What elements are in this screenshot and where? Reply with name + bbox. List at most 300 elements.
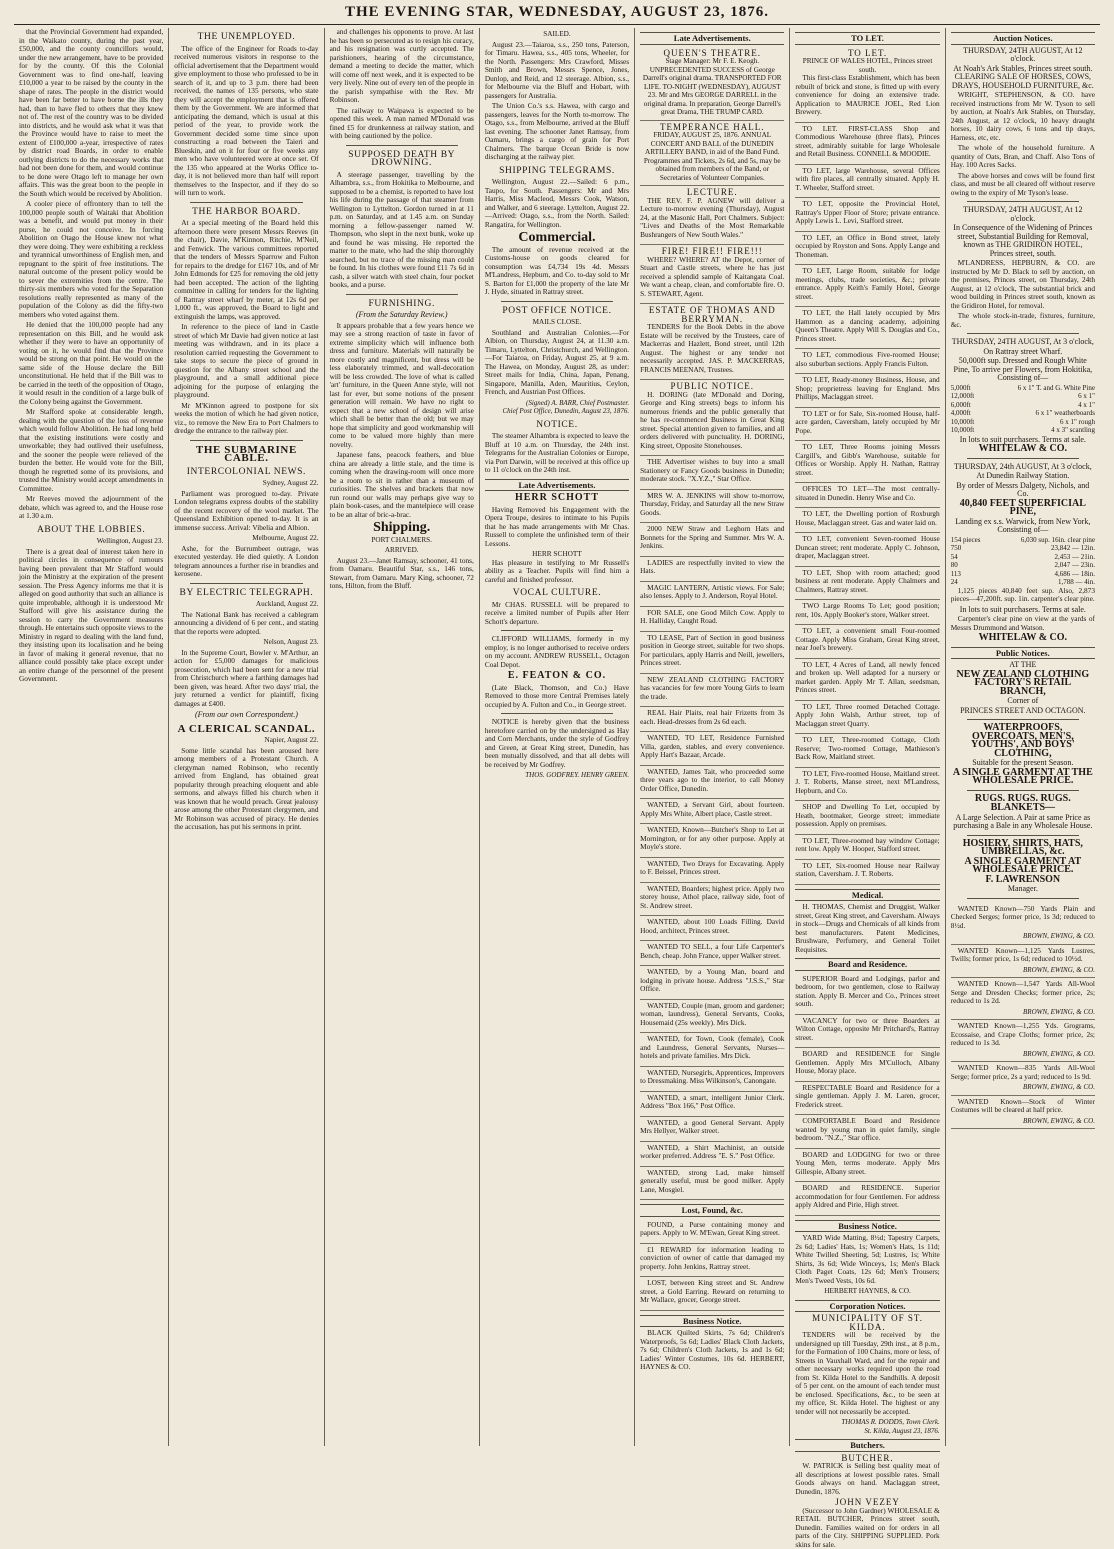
section-auction: Auction Notices.: [951, 32, 1095, 45]
timber-row-size: 6 x 1" rough: [1060, 418, 1095, 427]
ad-title-vocal: VOCAL CULTURE.: [485, 589, 629, 598]
pine-row: [951, 561, 1095, 570]
ad-text: The above horses and cows will be found first class, and must be all cleared off without reserve owing to the expiry of Mr Tyson's lease.: [951, 172, 1095, 198]
ad-block: [640, 121, 784, 187]
dateline: Melbourne, August 22.: [174, 534, 318, 543]
section-board-residence: Board and Residence.: [795, 958, 939, 971]
ad-text: TO LET, Five-roomed House, Maitland street. J. T. Roberts, Manse street, next M'Landress, Hepburn, and Co.: [795, 770, 939, 796]
ad-text: Having Removed his Engagement with the Opera Troupe, desires to intimate to his Pupils that he has made arrangements with Mr Chas. Russell to complete the unfinished term of their Lessons.: [485, 506, 629, 549]
ad-text: TO LET, Three roomed Detached Cottage. Apply John Walsh, Arthur street, top of Maclaggan street Quarry.: [795, 703, 939, 729]
ad-text: TO LET, a convenient small Four-roomed Cottage. Apply Miss Graham, Great King street, near Joel's brewery.: [795, 627, 939, 653]
ad-text: TO LET or for Sale, Six-roomed House, half-acre garden, Caversham, lately occupied by Mr Pope.: [795, 410, 939, 436]
column-4: [479, 28, 634, 1446]
ad-text: NEW ZEALAND CLOTHING FACTORY has vacancies for few more Young Girls to learn the trade.: [640, 676, 784, 702]
auction-date: THURSDAY, 24th AUGUST, At 3 o'clock,: [951, 463, 1095, 472]
ad-text: TO LET, Ready-money Business, House, and Shop; proprietress leaving for England. Mrs Phillips, Maclaggan street.: [795, 376, 939, 402]
ad-text: WANTED, a Servant Girl, about fourteen. Apply Mrs White, Albert place, Castle street.: [640, 801, 784, 818]
ad-text: WANTED, Nursegirls, Apprentices, Improvers to Dressmaking. Miss Wilkinson's, Canongate.: [640, 1069, 784, 1086]
article-text: Wellington, August 22.—Sailed: 6 p.m., Taupo, for South. Passengers: Mr and Mrs Harris, Miss Macleod, Messrs Cook, Watson, and Walker, and 6 steerage. Lyttelton, August 22.—Arrived: Otago, s.s., from the North. Sailed: Rangatira, for Wellington.: [485, 178, 629, 229]
ad-block: [640, 1092, 784, 1117]
auction-date: THURSDAY, 24TH AUGUST, At 12 o'clock.: [951, 206, 1095, 223]
pine-row-qty: 24: [951, 578, 958, 587]
ad-text: MRS W. A. JENKINS will show to-morrow, Thursday, Friday, and Saturday all the new Straw Goods.: [640, 492, 784, 518]
ad-text: TENDERS will be received by the undersigned up till Tuesday, 29th inst., at 8 p.m., for the Formation of 100 Chains, more or less, of Streets in Vauxhall Ward, and for the repair and other necessary works required upon the road from St. Kilda Hotel to the Sandhills. A deposit of 5 per cent. on the amount of each tender must be enclosed. Specifications, &c., to be seen at my office, St. Kilda Hotel. The highest or any tender will not necessarily be accepted.: [795, 1331, 939, 1416]
ad-text: TO LET, commodious Five-roomed House; also suburban sections. Apply Francis Fulton.: [795, 351, 939, 368]
timber-row-qty: 4,000ft: [951, 409, 971, 418]
article-text: The National Bank has received a cablegram announcing a dividend of 6 per cent., and stating that the reports were adopted.: [174, 611, 318, 637]
section-business-notice: Business Notice.: [795, 1220, 939, 1233]
ad-line: BLANKETS—: [951, 804, 1095, 813]
article-text: Ashe, for the Burrumbeet outrage, was executed yesterday. He died quietly. A London telegram announces a further rise in brandies and kerosene.: [174, 545, 318, 579]
ad-block: [795, 307, 939, 349]
ad-text: LADIES are respectfully invited to view the Hats.: [640, 559, 784, 576]
headline-post-office: POST OFFICE NOTICE.: [485, 307, 629, 316]
ad-signature: BROWN, EWING, & CO.: [951, 1008, 1095, 1017]
ad-text: WRIGHT, STEPHENSON, & CO. have received instructions from Mr W. Tyson to sell by auction, at Noah's Ark Stables, on Thursday, 24th August, at 12 o'clock, 10 heavy draught horses, 10 dairy cows, 6 tons and tip drays, Harness, etc, etc.: [951, 91, 1095, 142]
ad-text: The whole stock-in-trade, fixtures, furniture, &c.: [951, 312, 1095, 329]
ad-text: RESPECTABLE Board and Residence for a single gentleman. Apply J. M. Laren, grocer, Frederick street.: [795, 1084, 939, 1110]
divider: [967, 835, 1079, 836]
auction-title: 40,840 FEET SUPERFICIAL PINE,: [951, 500, 1095, 517]
article-text: The amount of revenue received at the Customs-house on goods cleared for consumption was £4,734 19s 4d. Messrs M'Landress, Hepburn, and Co. to-day sold to Mr S. Barton for £1,000 the property of the late Mr J. Hyde, situated in Rattray street.: [485, 246, 629, 297]
headline-clerical-scandal: A CLERICAL SCANDAL.: [174, 725, 318, 734]
auction-place: On Rattray street Wharf.: [951, 348, 1095, 357]
ad-text: CLIFFORD WILLIAMS, formerly in my employ, is no longer authorised to receive orders on my account. ANDREW RUSSELL, Octagon Coal Depot.: [485, 635, 629, 669]
timber-row: [951, 384, 1095, 393]
ad-block: [795, 533, 939, 567]
ad-block: [795, 408, 939, 442]
column-3: [324, 28, 479, 1446]
pine-row-size: 23,842 — 12in.: [1051, 544, 1095, 553]
ad-text: WHERE? WHERE? AT the Depot, corner of Stuart and Castle streets, where he has just received a splendid sample of Kaitangata Coal. We want a cheap, clean, and comfortable fire. O. S. STEWART, Agent.: [640, 256, 784, 299]
divider: [967, 333, 1079, 334]
ad-text: TO LEASE, Part of Section in good business position in George street, suitable for two shops. For particulars, apply Harris and Neill, jewellers, Princes street.: [640, 634, 784, 668]
divider: [190, 583, 302, 584]
ad-text: TO LET, opposite the Provincial Hotel, Rattray's Upper Floor of Store; private entrance. Apply Lewis L. Levi, Stafford street.: [795, 200, 939, 226]
ad-block: [640, 941, 784, 966]
pine-row: [951, 536, 1095, 545]
ad-text: (Successor to John Gardner) WHOLESALE & RETAIL BUTCHER, Princes street south, Dunedin. Families waited on for orders in all parts of the City. SHIPPING SUPPLIED. Pork skins for sale.: [795, 1507, 939, 1549]
section-to-let: TO LET.: [795, 32, 939, 45]
timber-list: [951, 384, 1095, 435]
timber-row-qty: 10,000ft: [951, 426, 975, 435]
ad-text: BLACK Quilted Skirts, 7s 6d; Children's Waterproofs, 5s 6d; Ladies' Black Cloth Jackets, 7s 6d; Children's Cloth Jackets, 1s and 1s 6d; Ladies' Winter Costumes, 10s 6d. HERBERT, HAYNES & CO.: [640, 1329, 784, 1372]
ad-signature: BROWN, EWING, & CO.: [951, 1083, 1095, 1092]
ad-text: WANTED, strong Lad, make himself generally useful, must be good milker. Apply Lane, Mosgiel.: [640, 1169, 784, 1195]
timber-row: [951, 418, 1095, 427]
ad-text: W. PATRICK is Selling best quality meat of all descriptions at lowest possible rates. Small Goods always on hand. Maclaggan street, Dunedin, 1876.: [795, 1462, 939, 1496]
ad-line: RUGS. RUGS. RUGS.: [951, 795, 1095, 804]
ad-text: WANTED Known—750 Yards Plain and Checked Serges; former price, 1s 3d; reduced to 8½d.: [951, 905, 1095, 931]
ad-text: Carpenter's clear pine on view at the yards of Messrs Drummond and Watson.: [951, 615, 1095, 632]
ad-title-featon: E. FEATON & CO.: [485, 672, 629, 681]
headline-intercolonial: INTERCOLONIAL NEWS.: [174, 468, 318, 477]
ad-block: [640, 304, 784, 380]
ad-signature: BROWN, EWING, & CO.: [951, 1050, 1095, 1059]
ad-block: [795, 232, 939, 266]
pine-row: [951, 553, 1095, 562]
ad-block: [640, 883, 784, 917]
headline-harbor-board: THE HARBOR BOARD.: [174, 208, 318, 217]
ad-subtitle: PRINCE OF WALES HOTEL, Princes street south.: [795, 57, 939, 74]
article-text: There is a great deal of interest taken here in political circles in consequence of rumours having been prevalent that Mr Stafford would join the Ministry at the expiration of the present session. The Press Agency informs me that it is alleged on good authority that such an alliance is quite improbable, although it is understood Mr Stafford will give his assistance during the session to carry the Government measures through. He entertains such opposite views to the Ministry in regard to dealing with the land fund, they insisting upon its localisation and he being in favor of making it general revenue, that no alliance could possibly take place except under an entire change of the personnel of the present Government.: [19, 548, 163, 684]
ad-block: [795, 441, 939, 483]
ad-text: WANTED, Known—Butcher's Shop to Let at Mornington, or for any other purpose. Apply at Moyle's store.: [640, 826, 784, 852]
ad-block: [795, 1149, 939, 1183]
ad-text: WANTED, a Shirt Machinist, an outside worker preferred. Address "E. S." Post Office.: [640, 1144, 784, 1161]
ad-text: TO LET. FIRST-CLASS Shop and Commodious Warehouse (three flats), Princes street, admirably suitable for large Wholesale and Retail Business. CONNELL & MOODIE.: [795, 125, 939, 159]
ad-text: TO LET, Shop with room attached; good business at rent moderate. Apply Chalmers and Chalmers, Rattray street.: [795, 569, 939, 595]
timber-row-qty: 10,000ft: [951, 418, 975, 427]
article-text: Mr M'Kinnon agreed to postpone for six weeks the motion of which he had given notice, viz., to remove the New Era to Port Chalmers to dredge the entrance to the railway pier.: [174, 402, 318, 436]
timber-row-size: 4 x 3" scantling: [1051, 426, 1095, 435]
ad-signature-title: Manager.: [951, 885, 1095, 894]
ad-text: TO LET, convenient Seven-roomed House Duncan street; rent moderate. Apply C. Johnson, draper, Maclaggan street.: [795, 535, 939, 561]
ad-title-vezey: JOHN VEZEY: [795, 1498, 939, 1507]
ad-signature: THOMAS R. DODDS, Town Clerk.: [795, 1418, 939, 1427]
ad-text: M'LANDRESS, HEPBURN, & CO. are instructed by Mr D. Black to sell by auction, on the premises, Princes street, on Thursday, 24th August, at 12 o'clock, The substantial brick and wood building in Princes street south, known as the Gridiron Hotel, for removal.: [951, 259, 1095, 310]
section-late-ads: Late Advertisements.: [485, 479, 629, 492]
divider: [967, 201, 1079, 202]
ad-block: [640, 47, 784, 121]
article-text: that the Provincial Government had expanded, in the Waikato county, during the past year, £50,000, and the county councillors would, under the new arrangement, have to be provided for by the county. Of this the Colonial Government was to find one-half, leaving £10,000 a year to be raised by the county in the shape of rates. The people in the district would have been far better to have borne the ills they had, than to have fled to others that they knew not of. The rest of the country was to be divided into districts, and he would ask what it was that the Province would have to raise to meet the extent of £100,000 a-year, irrespective of rates by district road Boards, in order to enable outlying districts to do the necessary works that had not been done for them, and would continue to be done were Otago left to manage her own affairs. This was the great boon to the people in the South which would be received by Abolition.: [19, 28, 163, 198]
ad-block: [795, 1182, 939, 1216]
column-5: [634, 28, 789, 1446]
ad-line: WATERPROOFS, OVERCOATS, MEN'S, YOUTHS', AND BOYS' CLOTHING,: [951, 724, 1095, 758]
ad-text: WANTED Known—Stock of Winter Costumes will be cleared at half price.: [951, 1098, 1095, 1115]
ad-text: WANTED Known—1,125 Yards Lustres, Twills; former price, 1s 6d; reduced to 10½d.: [951, 947, 1095, 964]
auction-title: 50,000ft sup. Dressed and Rough White Pine, To arrive per Flowers, from Hokitika, Consisting of—: [951, 357, 1095, 383]
ad-text: WANTED, TO LET, Residence Furnished Villa, garden, stables, and every convenience. Apply Hart's Bazaar, Arcade.: [640, 734, 784, 760]
ad-text: TENDERS for the Book Debts in the above Estate will be received by the Trustees, care of Mackerras and Hazlett, Bond street, until 12th August. The highest or any tender not necessarily accepted. JAS. P. MACKERRAS, FRANCIS MEENAN, Trustees.: [640, 323, 784, 374]
article-text: and challenges his opponents to prove. At last he has been so persecuted as to resign his curacy, and his resignation was curtly accepted. The parishioners, hearing of the circumstance, demand a meeting to decide the matter, which will come off next week, and it is expected to be very lively. Nine out of every ten of the people in the parish sympathise with the Rev. Mr Robinson.: [330, 28, 474, 105]
ad-text: FOR SALE, one Good Milch Cow. Apply to H. Halliday, Caught Road.: [640, 609, 784, 626]
article-text: Southland and Australian Colonies.—For Albion, on Thursday, August 24, at 11.30 a.m. Timaru, Lyttelton, Christchurch, and Wellington.—For Taiaroa, on Friday, August 25, at 9 a.m. The Hawea, on Monday, August 28, as under: Street mails for India, China, Japan, Penang, Singapore, Manilla, Aden, Mauritius, Ceylon, French, and Austrian Post Offices.: [485, 329, 629, 397]
headline-drowning: SUPPOSED DEATH BY DROWNING.: [330, 151, 474, 168]
ad-block: [795, 47, 939, 123]
ad-text: This first-class Establishment, which has been rebuilt of brick and stone, is fitted up with every convenience for doing an extensive trade. Application to MAURICE JOEL, Red Lion Brewery.: [795, 74, 939, 117]
ad-block: [795, 349, 939, 374]
ad-text: LOST, between King street and St. Andrew street, a Gold Earring. Reward on returning to Mr Wallace, grocer, George street.: [640, 1279, 784, 1305]
ad-text: WANTED TO SELL, a four Life Carpenter's Bench, cheap. John France, upper Walker street.: [640, 943, 784, 960]
ad-block: [640, 799, 784, 824]
section-medical: Medical.: [795, 889, 939, 902]
ad-block: [640, 632, 784, 674]
ad-text: TO LET, Three-roomed bay window Cottage; rent low. Apply W. Hooper, Stafford street.: [795, 837, 939, 854]
ad-signature: BROWN, EWING, & CO.: [951, 966, 1095, 975]
pine-row-size: 1,788 — 4in.: [1058, 578, 1095, 587]
ad-line: Corner of: [951, 697, 1095, 706]
ad-block: [640, 1000, 784, 1034]
ad-block: [640, 1117, 784, 1142]
ad-title-queens-theatre: QUEEN'S THEATRE.: [640, 49, 784, 58]
ad-text: NOTICE is hereby given that the business heretofore carried on by the undersigned as Hay and Corn Merchants, under the style of Godfrey and Green, at Great King street, Dunedin, has been mutually dissolved, and that all debts will be received by Mr Godfrey.: [485, 718, 629, 769]
ad-text: 1,125 pieces 40,840 feet sup. Also, 2,873 pieces—47,200ft. sup. 1in. carpenter's clear pine.: [951, 587, 1095, 604]
byline: (From our own Correspondent.): [174, 711, 318, 720]
divider: [967, 898, 1079, 899]
ad-block: [795, 625, 939, 659]
ad-title-temperance-hall: TEMPERANCE HALL.: [640, 123, 784, 132]
ad-title-estate: ESTATE OF THOMAS AND BERRYMAN.: [640, 306, 784, 323]
article-text: Parliament was prorogued to-day. Private London telegrams express doubts of the stability of the recent recovery of the wool market. The Queensland Exhibition opened to-day. It is an immense success. Arrival: Vibelia and Albion.: [174, 490, 318, 533]
ad-text: WANTED, a smart, intelligent Junior Clerk. Address "Box 166," Post Office.: [640, 1094, 784, 1111]
ad-block: [640, 607, 784, 632]
ad-text: Mr CHAS. RUSSELL will be prepared to receive a limited number of Pupils after Herr Schott's departure.: [485, 601, 629, 627]
pine-row-qty: 154 pieces: [951, 536, 981, 545]
headline-furnishing: FURNISHING.: [330, 300, 474, 309]
ad-text: Has pleasure in testifying to Mr Russell's ability as a Teacher. Pupils will find him a careful and finished professor.: [485, 559, 629, 585]
ad-block: [640, 523, 784, 557]
column-7: [945, 28, 1100, 1446]
article-text: He denied that the 100,000 people had any representation on this Bill, and he would ask whether if they were to have an opportunity of voting on it, he would find that the Province would be strong on that point. He would on the same side of the House declare the Bill unconstitutional. He held that if the Bill was to be carried in the teeth of the opposition of Otago, it would result in the condition of a large bulk of the Colony being against the Government.: [19, 321, 163, 406]
section-corporation: Corporation Notices.: [795, 1300, 939, 1313]
ad-block: [795, 374, 939, 408]
ad-title-public-notice: PUBLIC NOTICE.: [640, 382, 784, 391]
ad-text: WANTED, Couple (man, groom and gardener; woman, laundress), General Servants, Cooks, Housemaid (25s weekly). Mrs Dick.: [640, 1002, 784, 1028]
source-note: (From the Saturday Review.): [330, 311, 474, 320]
divider: [967, 458, 1079, 459]
divider: [346, 294, 458, 295]
ad-block: [640, 858, 784, 883]
auction-title: Landing ex s.s. Warwick, from New York, Consisting of—: [951, 518, 1095, 535]
ad-line: HOSIERY, SHIRTS, HATS, UMBRELLAS, &c.: [951, 840, 1095, 857]
divider: [501, 630, 613, 631]
ad-text: OFFICES TO LET—The most centrally-situated in Dunedin. Henry Wise and Co.: [795, 485, 939, 502]
ad-text: BOARD and RESIDENCE. Superior accommodation for four Gentlemen. For address apply Aldred and Pirie, High street.: [795, 1184, 939, 1210]
auction-order: By order of Messrs Dalgety, Nichols, and Co.: [951, 482, 1095, 499]
ad-text: Stage Manager: Mr F. E. Keogh. UNPRECEDENTED SUCCESS of George Darrell's original drama. TRANSPORTED FOR LIFE. TO-NIGHT (WEDNESDAY), AUGUST 23. Mr and Mrs GEORGE DARRELL in the original drama. In preparation, George Darrell's great Drama, THE TRUMP CARD.: [640, 57, 784, 117]
ad-text: BOARD and LODGING for two or three Young Men, terms moderate. Apply Mrs Gillespie, Albany street.: [795, 1151, 939, 1177]
ad-block: [795, 198, 939, 232]
divider: [346, 145, 458, 146]
ad-text: TO LET, 4 Acres of Land, all newly fenced and broken up. Well adapted for a nursery or market garden. Apply Mr T. Allan, seedsman, Princes street.: [795, 661, 939, 695]
column-2: [168, 28, 323, 1446]
ad-block: [795, 600, 939, 625]
ad-text: THE Advertiser wishes to buy into a small Stationery or Fancy Goods business in Dunedin; moderate stock. "X.Y.Z.," Star Office.: [640, 458, 784, 484]
ad-block: [795, 860, 939, 885]
signature: (Signed) A. BARR, Chief Postmaster.: [485, 399, 629, 408]
ad-title-nz-clothing: NEW ZEALAND CLOTHING FACTORY'S RETAIL BRANCH,: [951, 671, 1095, 697]
pine-row-qty: 54: [951, 553, 958, 562]
timber-row: [951, 392, 1095, 401]
ad-text: TO LET, Three-roomed Cottage, Cloth Reserve; Two-roomed Cottage, Mathieson's Back Row, Maitland street.: [795, 736, 939, 762]
auction-title: At Noah's Ark Stables, Princes street south. CLEARING SALE OF HORSES, COWS, DRAYS, HOUSEHOLD FURNITURE, &c.: [951, 65, 1095, 91]
auction-place: At Dunedin Railway Station.: [951, 472, 1095, 481]
auction-title: In Consequence of the Widening of Princes street, Substantial Building for Removal, known as THE GRIDIRON HOTEL, Princes street, south.: [951, 224, 1095, 258]
ad-text: BOARD and RESIDENCE for Single Gentlemen. Apply Mrs M'Culloch, Albany House, Moray place.: [795, 1050, 939, 1076]
ad-block: [640, 707, 784, 732]
ad-text: WANTED, about 100 Loads Filling. David Hood, architect, Princes street.: [640, 918, 784, 935]
pine-row: [951, 570, 1095, 579]
signature-date: Chief Post Office, Dunedin, August 23, 1876.: [485, 407, 629, 416]
ad-block: [951, 1020, 1095, 1062]
ad-block: [795, 567, 939, 601]
section-butchers: Butchers.: [795, 1439, 939, 1452]
pine-row-size: 6,030 sup. 16in. clear pine: [1021, 536, 1095, 545]
article-text: Some little scandal has been aroused here among members of a Protestant Church. A clergyman named Robinson, who recently arrived from England, has obtained great popularity through preaching eloquent and able sermons, and always filled his church when it was known that he would preach. Great jealousy arose among the other Protestant clergymen, and Mr Robinson was accused of piracy. He denies the accusation, has put his sermons in print.: [174, 747, 318, 832]
masthead: THE EVENING STAR, WEDNESDAY, AUGUST 23, 1876.: [14, 4, 1100, 25]
ad-block: [640, 1219, 784, 1244]
ad-line: Suitable for the present Season.: [951, 759, 1095, 768]
ad-text: H. DORING (late M'Donald and Doring, George and King streets) begs to inform his numerous friends and the public generally that he has re-commenced Business in Great King street. Special attention given to families, and all orders delivered with punctuality. H. DORING, King street, Opposite Stonehouses.: [640, 391, 784, 451]
auction-terms: In lots to suit purchasers. Terms at sale.: [951, 606, 1095, 615]
divider: [190, 440, 302, 441]
ad-signature: F. LAWRENSON: [951, 876, 1095, 885]
ad-block: [795, 1048, 939, 1082]
article-text: August 23.—Janet Ramsay, schooner, 41 tons, from Oamaru. Beautiful Star, s.s., 146 tons, Stewart, from Oamaru. Mary King, schooner, 72 tons, Hilton, from the Bluff.: [330, 557, 474, 591]
ad-block: [795, 973, 939, 1015]
ad-text: (Late Black, Thomson, and Co.) Have Removed to those more Central Premises lately occupied by A. Fulton and Co., in George street.: [485, 684, 629, 710]
ad-text: £1 REWARD for information leading to conviction of owner of cattle that damaged my property. John Jenkins, Rattray street.: [640, 1246, 784, 1272]
section-shipping: Shipping.: [330, 524, 474, 533]
ad-text: WANTED Known—835 Yards All-Wool Serge; former price, 2s a yard; reduced to 1s 9d.: [951, 1064, 1095, 1081]
ad-text: WANTED Known—1,547 Yards All-Wool Serge and Dresden Checks; former price, 2s; reduced to 1s 2d.: [951, 980, 1095, 1006]
ad-text: WANTED, Boarders; highest price. Apply two storey house, Athol place, railway side, foot of St. Andrew street.: [640, 885, 784, 911]
ad-text: TO LET, Three Rooms joining Messrs Cargill's, and Gibb's Warehouse, suitable for Offices or Worship. Apply H. Nathan, Rattray street.: [795, 443, 939, 477]
ad-block: [640, 557, 784, 582]
ad-block: [795, 734, 939, 768]
article-text: The Union Co.'s s.s. Hawea, with cargo and passengers, leaves for the North to-morrow. The Otago, s.s., from Melbourne, arrived at the Bluff last evening. The schooner Janet Ramsay, from Oamaru, brings a cargo of grain for Port Chalmers. The barque Ocean Bride is now discharging at the railway pier.: [485, 102, 629, 162]
ad-block: [640, 966, 784, 1000]
ad-text: The whole of the household furniture. A quantity of Oats, Bran, and Chaff. Also Tons of Hay. 100 Acres Sacks.: [951, 144, 1095, 170]
arrived-heading: ARRIVED.: [330, 546, 474, 555]
divider: [190, 202, 302, 203]
ad-block: [640, 456, 784, 490]
ad-block: [795, 701, 939, 735]
ad-title-butcher: BUTCHER.: [795, 1454, 939, 1463]
ad-text: TO LET, an Office in Bond street, lately occupied by Royston and Sons. Apply Lange and Thoneman.: [795, 234, 939, 260]
ad-block: [951, 1096, 1095, 1130]
timber-row: [951, 409, 1095, 418]
ad-text: WANTED, for Town, Cook (female), Cook and Laundress, General Servants, Nurses—hotels and private families. Mrs Dick.: [640, 1035, 784, 1061]
ad-block: [795, 659, 939, 701]
ad-title-schott: HERR SCHOTT: [485, 494, 629, 503]
ad-title-st-kilda: MUNICIPALITY OF ST. KILDA.: [795, 1314, 939, 1331]
ad-text: H. THOMAS, Chemist and Druggist, Walker street, Great King street, and Caversham. Always in stock—Drugs and Chemicals of all kinds from best manufacturers. Patent Medicines, Brushware, Perfumery, and General Toilet Requisites.: [795, 903, 939, 954]
column-1: [14, 28, 168, 1446]
ad-block: [640, 674, 784, 708]
dateline: Auckland, August 22.: [174, 600, 318, 609]
ad-signature: BROWN, EWING, & CO.: [951, 932, 1095, 941]
ad-text: THE REV. F. P. AGNEW will deliver a Lecture to-morrow evening (Thursday), August 24, at the Masonic Hall, Port Chalmers. Subject: "Lives and Deaths of the Most Remarkable Bushrangers of New South Wales.": [640, 197, 784, 240]
pine-row-qty: 750: [951, 544, 962, 553]
timber-row-qty: 6,000ft: [951, 401, 971, 410]
ad-block: [640, 1167, 784, 1201]
pine-list: [951, 536, 1095, 587]
article-text: At a special meeting of the Board held this afternoon there were present Messrs Reeves (in the chair), Davie, M'Kinnon, Ritchie, M'Neil, and Fenwick. The various committees reported that the tenders of Messrs Sparrow and Fulton for repairs to the dredge for £167 10s, and of Mr John Edmonds for £25 for removing the old jetty had been accepted. The action of the lighting committee in calling for tenders for the lighting of Rattray street wharf by meter, at 12s 6d per 1,000 ft., was approved, the Board to light and extinguish the lamps, was approved.: [174, 219, 318, 321]
ad-text: TO LET, Six-roomed House near Railway station, Caversham. J. T. Roberts.: [795, 862, 939, 879]
ad-text: YARD Wide Matting, 8½d; Tapestry Carpets, 2s 6d; Ladies' Hats, 1s; Women's Hats, 1s 11d; White Twilled Sheeting, 5d; Lustres, 1s; White Shirts, 3s 6d; Wide Winceys, 1s; Men's Black Cloth Paget Coats, 12s 6d; Men's Trousers; Men's Tweed Vests, 10s 6d.: [795, 1234, 939, 1285]
ad-text: TO LET, the Hall lately occupied by Mrs Hammon as a dancing academy, adjoining Queen's Theatre. Apply Will S. Douglas and Co., Princes street.: [795, 309, 939, 343]
auction-terms: In lots to suit purchasers. Terms at sale.: [951, 436, 1095, 445]
article-text: A steerage passenger, travelling by the Alhambra, s.s., from Hokitika to Melbourne, and supposed to be a chemist, is reported to have lost his life during the passage of that steamer from Wellington to Lyttelton. Gordon turned in at 11 p.m. on Saturday, and at 1.45 a.m. on Sunday morning a fellow-passenger named W. Thompson, who slept in the next bunk, woke up and found he was missing. He reported the matter to the mate, who had the ship thoroughly searched, but no trace of the missing man could be found. In his clothes were found £11 7s 6d in cash, a silver watch with steel chain, four pocket books, and a purse.: [330, 171, 474, 290]
article-text: The steamer Alhambra is expected to leave the Bluff at 10 a.m. on Thursday, the 24th inst. Telegrams for the Australian Colonies or Europe, via Port Darwin, will be received at this office up to 11 o'clock on the 24th inst.: [485, 432, 629, 475]
divider: [967, 719, 1079, 720]
divider: [501, 713, 613, 714]
ad-title-lecture: LECTURE.: [640, 188, 784, 197]
pine-row-qty: 80: [951, 561, 958, 570]
ad-block: [640, 582, 784, 607]
headline-lobbies: ABOUT THE LOBBIES.: [19, 526, 163, 535]
timber-row: [951, 401, 1095, 410]
auction-date: THURSDAY, 24TH AUGUST, At 3 o'clock,: [951, 338, 1095, 347]
ad-block: [795, 123, 939, 165]
ad-block: [795, 1082, 939, 1116]
pine-row-size: 4,686 — 18in.: [1055, 570, 1095, 579]
ad-text: WANTED, Two Drays for Excavating. Apply to F. Beissel, Princes street.: [640, 860, 784, 877]
timber-row: [951, 426, 1095, 435]
ad-signature: BROWN, EWING, & CO.: [951, 1117, 1095, 1126]
dateline: Wellington, August 23.: [19, 537, 163, 546]
ad-text: TO LET, Large Room, suitable for lodge meetings, clubs, trade societies, &c.; private entrance. Apply Keith's Family Hotel, George street.: [795, 267, 939, 301]
ad-block: [951, 1062, 1095, 1096]
ad-block: [640, 916, 784, 941]
ad-block: [640, 732, 784, 766]
headline-submarine-cable: THE SUBMARINE CABLE.: [174, 446, 318, 463]
ad-title-fire: FIRE! FIRE!! FIRE!!!: [640, 247, 784, 256]
ad-block: [951, 945, 1095, 979]
ad-text: REAL Hair Plaits, real hair Frizetts from 3s each. Head-dresses from 2s 6d each.: [640, 709, 784, 726]
headline-shipping-telegrams: SHIPPING TELEGRAMS.: [485, 167, 629, 176]
headline-unemployed: THE UNEMPLOYED.: [174, 33, 318, 42]
ad-text: 2000 NEW Straw and Leghorn Hats and Bonnets for the Spring and Summer. Mrs W. A. Jenkins.: [640, 525, 784, 551]
section-public-notices: Public Notices.: [951, 647, 1095, 660]
ad-text: TO LET, the Dwelling portion of Roxburgh House, Maclaggan street. Gas and water laid on.: [795, 510, 939, 527]
article-text: A cooler piece of effrontery than to tell the 100,000 people south of Waitaki that Abolition was a benefit, and would put money in their purse, he could not conceive. In forcing Abolition on Otago the House knew not what they were doing. They were exhibiting a reckless and tyrannical unworthiness of English men, and repugnant to the spirit of free institutions. The natural outcome of the present policy would be to sever the extremities from the centre. The thirty-six members who voted for the Separation resolutions really represented as many of the population of the Colony as did the fifty-two members who voted against them.: [19, 200, 163, 319]
timber-row-size: 6 x 1": [1078, 392, 1095, 401]
ad-text: SHOP and Dwelling To Let, occupied by Heath, bootmaker, George street; immediate possession. Apply on premises.: [795, 803, 939, 829]
ad-signature: HERBERT HAYNES, & CO.: [795, 1287, 939, 1296]
article-text: The railway to Waipawa is expected to be opened this week. A man named M'Donald was fined £5 for drunkenness at railway station, and with being cautioned by the police.: [330, 107, 474, 141]
headline-notice: NOTICE.: [485, 421, 629, 430]
ad-block: [640, 186, 784, 245]
ad-text: MAGIC LANTERN, Artistic views. For Sale; also lenses. Apply to J. Anderson, Royal Hotel.: [640, 584, 784, 601]
section-late-ads: Late Advertisements.: [640, 32, 784, 45]
section-commercial: Commercial.: [485, 234, 629, 243]
ad-block: [795, 835, 939, 860]
ad-line: A SINGLE GARMENT AT WHOLESALE PRICE.: [951, 858, 1095, 875]
port-heading: PORT CHALMERS.: [330, 536, 474, 545]
divider: [501, 301, 613, 302]
article-text: Japanese fans, peacock feathers, and blue china are already a little stale, and the time is coming when the drawing-room will once more be a room to sit in rather than a museum of curiosities. The shelves and brackets that now run round our walls may perhaps give way to plain book-cases, and the mantelpiece will cease to be an altar of bric-a-brac.: [330, 451, 474, 519]
auctioneer-name: WHITELAW & CO.: [951, 634, 1095, 643]
timber-row-qty: 5,000ft: [951, 384, 971, 393]
ad-text: WANTED Known—1,255 Yds. Grograms, Ecossaise, and Crape Cloths; former price, 2s; reduced to 1s 3d.: [951, 1022, 1095, 1048]
section-lost-found: Lost, Found, &c.: [640, 1204, 784, 1217]
ad-block: [795, 1115, 939, 1149]
dateline: Napier, August 22.: [174, 736, 318, 745]
dateline: Nelson, August 23.: [174, 638, 318, 647]
ad-block: [640, 1244, 784, 1278]
ad-block: [951, 903, 1095, 945]
ad-block: [640, 766, 784, 800]
ad-text: VACANCY for two or three Boarders at Wilton Cottage, opposite Mr Pritchard's, Rattray street.: [795, 1017, 939, 1043]
ad-block: [640, 380, 784, 456]
article-text: The office of the Engineer for Roads to-day received numerous visitors in response to the official advertisement that the Department would give employment to those who professed to be in search of it, and up to 3 p.m. there had been received, the names of 135 persons, who state they will accept the employment that is offered them by the Government. We are informed that anticipating the demand, which is usual at this period of the year, to provide work the Government decided some time since upon constructing a road between the Taieri and Blueskin, and on it for four or five weeks any men who have volunteered were at once set. Of the 135 who appeared at the Works Office to-day, it is not believed more than half will report themselves to the Inspector, and if they do so will turn to work.: [174, 45, 318, 198]
ad-block: [795, 768, 939, 802]
ad-signature-date: St. Kilda, August 23, 1876.: [795, 1427, 939, 1436]
article-text: In the Supreme Court, Bowler v. M'Arthur, an action for £5,000 damages for malicious prosecution, which had been sent for a new trial from Christchurch where a farthing damages had been given, was heard. After two days' trial, the jury returned a verdict for plaintiff, fixing damages at £400.: [174, 649, 318, 709]
ad-text: WANTED, by a Young Man, board and lodging in private house. Address "J.S.S.," Star Office.: [640, 968, 784, 994]
ad-text: TWO Large Rooms To Let; good position; rent, 10s. Apply Booker's store, Walker street.: [795, 602, 939, 619]
ad-block: [795, 165, 939, 199]
auction-date: THURSDAY, 24TH AUGUST, At 12 o'clock.: [951, 47, 1095, 64]
ad-line: PRINCES STREET AND OCTAGON.: [951, 707, 1095, 716]
ad-line: A Large Selection. A Pair at same Price as purchasing a Bale in any Wholesale House.: [951, 814, 1095, 831]
article-text: Mr Reeves moved the adjournment of the debate, which was agreed to, and the House rose at 1.30 a.m.: [19, 495, 163, 521]
ad-text: WANTED, a good General Servant. Apply Mrs Hellyer, Walker street.: [640, 1119, 784, 1136]
timber-row-size: 6 x 1" weatherboards: [1036, 409, 1095, 418]
